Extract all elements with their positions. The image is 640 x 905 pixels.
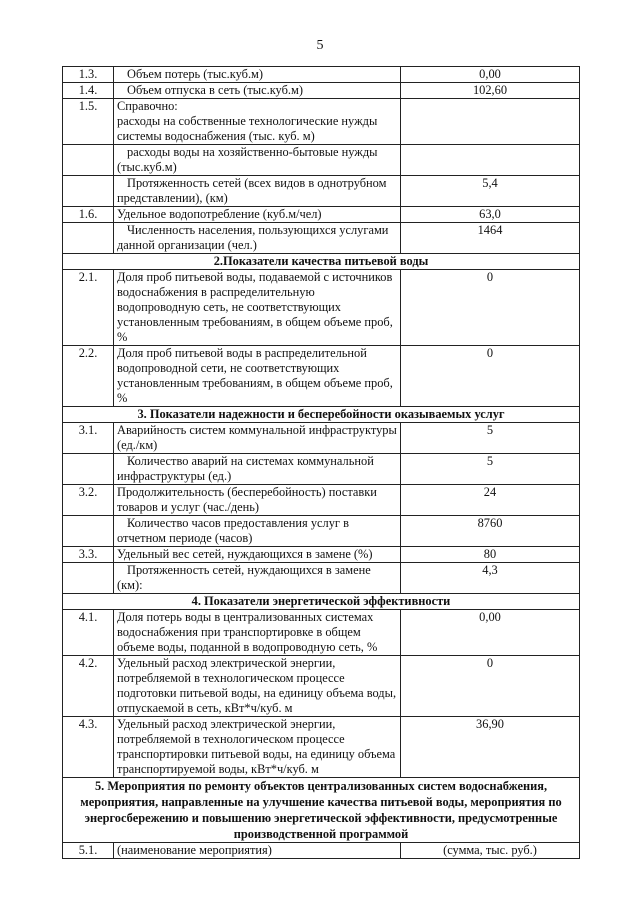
row-label: Объем потерь (тыс.куб.м) xyxy=(114,67,401,83)
row-value: 5 xyxy=(401,454,580,485)
row-number xyxy=(63,223,114,254)
row-value: 5,4 xyxy=(401,176,580,207)
table-row xyxy=(63,207,580,223)
row-number: 2.1. xyxy=(63,270,114,346)
row-label: Удельное водопотребление (куб.м/чел) xyxy=(114,207,401,223)
table-row xyxy=(63,454,580,485)
row-value: 5 xyxy=(401,423,580,454)
table-row xyxy=(63,717,580,778)
row-value: 4,3 xyxy=(401,563,580,594)
row-value: 8760 xyxy=(401,516,580,547)
row-label: Доля проб питьевой воды в распределительной водопроводной сети, не соответствующих установленным требованиям, в общем объеме проб, % xyxy=(114,346,401,407)
row-number xyxy=(63,145,114,176)
row-value xyxy=(401,99,580,145)
row-number: 3.1. xyxy=(63,423,114,454)
section-4-title: 4. Показатели энергетической эффективности xyxy=(63,594,580,610)
row-number: 5.1. xyxy=(63,843,114,859)
row-number: 1.6. xyxy=(63,207,114,223)
section-header-row xyxy=(63,254,580,270)
indicators-table xyxy=(62,66,580,859)
row-label: Аварийность систем коммунальной инфраструктуры (ед./км) xyxy=(114,423,401,454)
row-value: 1464 xyxy=(401,223,580,254)
section-3-title: 3. Показатели надежности и бесперебойности оказываемых услуг xyxy=(63,407,580,423)
table-row xyxy=(63,516,580,547)
row-value: 63,0 xyxy=(401,207,580,223)
row-number xyxy=(63,176,114,207)
table-row xyxy=(63,67,580,83)
row-number: 4.1. xyxy=(63,610,114,656)
row-label: Количество часов предоставления услуг в отчетном периоде (часов) xyxy=(114,516,401,547)
row-label: Численность населения, пользующихся услугами данной организации (чел.) xyxy=(114,223,401,254)
row-label: Удельный расход электрической энергии, потребляемой в технологическом процессе подготовки питьевой воды, на единицу объема воды, отпускаемой в сеть, кВт*ч/куб. м xyxy=(114,656,401,717)
row-label: Доля проб питьевой воды, подаваемой с источников водоснабжения в распределительную водопроводную сеть, не соответствующих установленным требованиям, в общем объеме проб, % xyxy=(114,270,401,346)
row-label: Удельный вес сетей, нуждающихся в замене (%) xyxy=(114,547,401,563)
row-number xyxy=(63,454,114,485)
table-row xyxy=(63,83,580,99)
row-value xyxy=(401,145,580,176)
table-row xyxy=(63,346,580,407)
row-number: 2.2. xyxy=(63,346,114,407)
row-value: 0,00 xyxy=(401,67,580,83)
row-number: 3.3. xyxy=(63,547,114,563)
table-row xyxy=(63,485,580,516)
section-2-title: 2.Показатели качества питьевой воды xyxy=(63,254,580,270)
row-value: (сумма, тыс. руб.) xyxy=(401,843,580,859)
row-value: 0 xyxy=(401,656,580,717)
row-number: 1.3. xyxy=(63,67,114,83)
row-number xyxy=(63,516,114,547)
row-label: Протяженность сетей, нуждающихся в замене (км): xyxy=(114,563,401,594)
row-value: 0 xyxy=(401,346,580,407)
row-label: (наименование мероприятия) xyxy=(114,843,401,859)
row-number: 4.2. xyxy=(63,656,114,717)
section-5-title: 5. Мероприятия по ремонту объектов централизованных систем водоснабжения, мероприятия, направленные на улучшение качества питьевой воды, мероприятия по энергосбережению и повышению энергетической эффективности, предусмотренные производственной программой xyxy=(63,778,580,843)
row-label: Удельный расход электрической энергии, потребляемой в технологическом процессе транспортировки питьевой воды, на единицу объема транспортируемой воды, кВт*ч/куб. м xyxy=(114,717,401,778)
row-number: 3.2. xyxy=(63,485,114,516)
row-value: 80 xyxy=(401,547,580,563)
row-number: 1.5. xyxy=(63,99,114,145)
row-label: расходы воды на хозяйственно-бытовые нужды (тыс.куб.м) xyxy=(114,145,401,176)
row-value: 0 xyxy=(401,270,580,346)
table-row xyxy=(63,223,580,254)
table-row xyxy=(63,423,580,454)
row-value: 36,90 xyxy=(401,717,580,778)
row-number: 1.4. xyxy=(63,83,114,99)
section-header-row xyxy=(63,594,580,610)
row-label: Количество аварий на системах коммунальной инфраструктуры (ед.) xyxy=(114,454,401,485)
row-label: Протяженность сетей (всех видов в однотрубном представлении), (км) xyxy=(114,176,401,207)
table-row xyxy=(63,843,580,859)
section-header-row xyxy=(63,778,580,843)
row-label: Объем отпуска в сеть (тыс.куб.м) xyxy=(114,83,401,99)
table-row xyxy=(63,270,580,346)
table-row xyxy=(63,176,580,207)
row-number: 4.3. xyxy=(63,717,114,778)
page-number: 5 xyxy=(316,38,324,53)
table-row xyxy=(63,656,580,717)
row-value: 0,00 xyxy=(401,610,580,656)
table-row xyxy=(63,99,580,145)
row-value: 102,60 xyxy=(401,83,580,99)
section-header-row xyxy=(63,407,580,423)
row-number xyxy=(63,563,114,594)
row-value: 24 xyxy=(401,485,580,516)
row-label: Доля потерь воды в централизованных системах водоснабжения при транспортировке в общем объеме воды, поданной в водопроводную сеть, % xyxy=(114,610,401,656)
row-label: Продолжительность (бесперебойность) поставки товаров и услуг (час./день) xyxy=(114,485,401,516)
table-row xyxy=(63,610,580,656)
table-row xyxy=(63,145,580,176)
table-row xyxy=(63,563,580,594)
table-row xyxy=(63,547,580,563)
row-label: Справочно: расходы на собственные технологические нужды системы водоснабжения (тыс. куб. м) xyxy=(114,99,401,145)
